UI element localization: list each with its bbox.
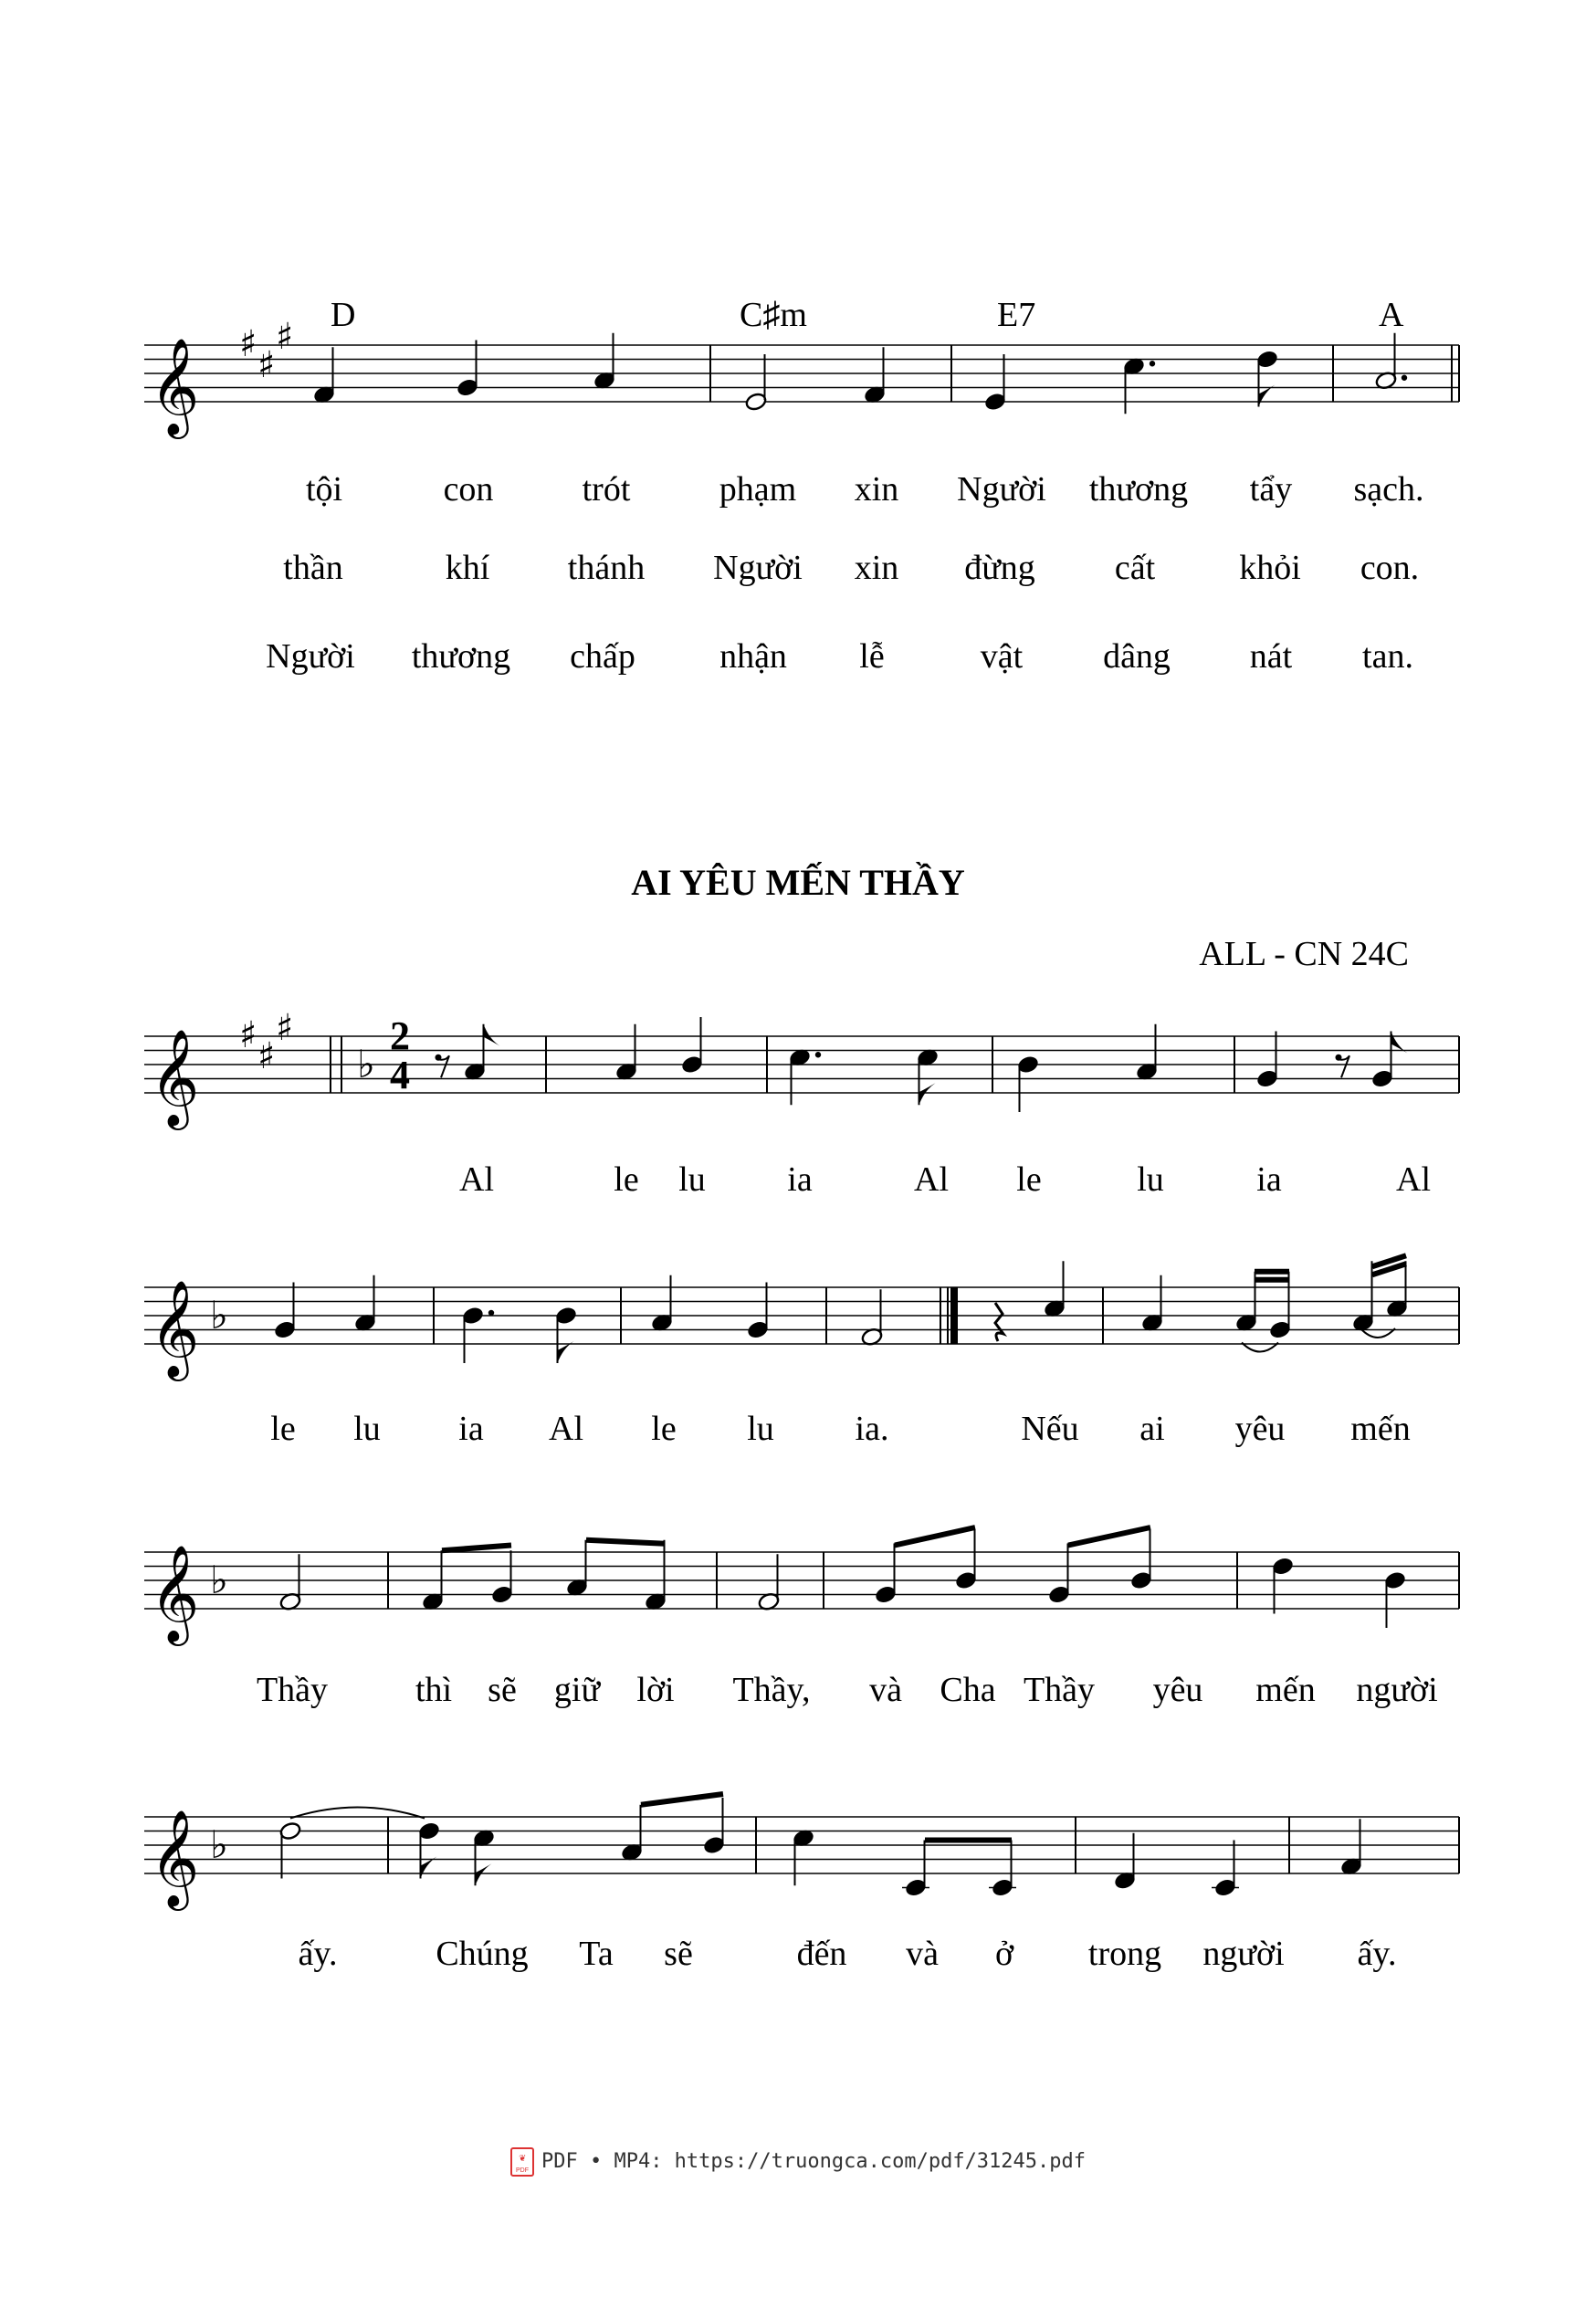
lyric-syllable: nhận bbox=[719, 637, 787, 676]
key-signature-flat: ♭ bbox=[210, 1822, 228, 1867]
lyric-syllable: yêu bbox=[1234, 1410, 1286, 1448]
lyric-syllable: sẽ bbox=[488, 1671, 517, 1709]
lyric-syllable: con. bbox=[1360, 549, 1420, 587]
lyric-syllable: le bbox=[1016, 1160, 1042, 1199]
bar-line bbox=[950, 1287, 958, 1344]
chord-symbol: D bbox=[331, 296, 356, 334]
lyric-syllable: le bbox=[614, 1160, 639, 1199]
note-dot bbox=[1150, 361, 1155, 366]
treble-clef: 𝄞 bbox=[150, 337, 200, 435]
lyric-syllable: Chúng bbox=[436, 1935, 529, 1973]
lyric-syllable: con bbox=[443, 470, 494, 509]
note-dot bbox=[815, 1052, 821, 1057]
lyric-syllable: yêu bbox=[1152, 1671, 1203, 1709]
lyric-syllable: cất bbox=[1114, 549, 1156, 587]
note-flag bbox=[484, 1024, 500, 1046]
lyric-syllable: Người bbox=[266, 637, 355, 676]
key-signature-sharp: ♯ bbox=[257, 1035, 276, 1077]
lyric-syllable: Người bbox=[713, 549, 803, 587]
lyric-syllable: mến bbox=[1350, 1410, 1411, 1448]
lyric-syllable: mến bbox=[1255, 1671, 1316, 1709]
lyric-syllable: lu bbox=[747, 1410, 774, 1448]
lyric-syllable: lễ bbox=[859, 637, 885, 676]
lyric-syllable: le bbox=[270, 1410, 296, 1448]
lyric-syllable: và bbox=[869, 1671, 902, 1709]
note-beam bbox=[442, 1546, 511, 1551]
chord-symbol: C♯m bbox=[740, 296, 807, 334]
treble-clef: 𝄞 bbox=[150, 1544, 200, 1642]
lyric-syllable: thần bbox=[283, 549, 343, 587]
lyric-syllable: ia. bbox=[855, 1410, 889, 1448]
lyric-syllable: lu bbox=[678, 1160, 706, 1199]
chord-symbol: A bbox=[1379, 296, 1404, 334]
song-title: AI YÊU MẾN THẦY bbox=[631, 862, 965, 903]
lyric-syllable: ia bbox=[458, 1410, 484, 1448]
key-signature-sharp: ♯ bbox=[257, 344, 276, 386]
lyric-syllable: ở bbox=[994, 1935, 1014, 1973]
chord-symbol: E7 bbox=[997, 296, 1036, 334]
note-dot bbox=[488, 1310, 494, 1316]
lyric-syllable: dâng bbox=[1103, 637, 1171, 676]
eighth-rest bbox=[438, 1055, 449, 1077]
lyric-syllable: ai bbox=[1139, 1410, 1165, 1448]
lyric-syllable: Ta bbox=[579, 1935, 614, 1973]
lyric-syllable: và bbox=[906, 1935, 939, 1973]
lyric-syllable: le bbox=[651, 1410, 677, 1448]
note-flag bbox=[476, 1863, 492, 1885]
lyric-syllable: sẽ bbox=[664, 1935, 693, 1973]
time-signature-bottom: 4 bbox=[390, 1053, 410, 1097]
lyric-syllable: tan. bbox=[1362, 637, 1413, 676]
note-beam bbox=[895, 1527, 975, 1546]
lyric-syllable: đến bbox=[796, 1935, 847, 1973]
lyric-syllable: thánh bbox=[567, 549, 646, 587]
lyric-syllable: khỏi bbox=[1239, 549, 1301, 587]
pdf-file-icon bbox=[510, 2147, 534, 2177]
footer bbox=[0, 2147, 1596, 2177]
note-flag bbox=[919, 1083, 936, 1105]
key-signature-sharp: ♯ bbox=[276, 316, 294, 358]
lyric-syllable: xin bbox=[854, 549, 899, 587]
lyric-syllable: thương bbox=[1088, 470, 1189, 509]
lyric-syllable: trót bbox=[582, 470, 631, 509]
footer-link[interactable]: PDF • MP4: https://truongca.com/pdf/31245.pdf bbox=[541, 2150, 1087, 2173]
note-dot bbox=[1402, 375, 1407, 381]
lyric-syllable: ia bbox=[787, 1160, 813, 1199]
treble-clef: 𝄞 bbox=[150, 1809, 200, 1906]
lyric-syllable: Thầy bbox=[256, 1671, 329, 1709]
lyric-syllable: chấp bbox=[570, 637, 635, 676]
lyric-syllable: thương bbox=[411, 637, 511, 676]
note-beam bbox=[1068, 1527, 1150, 1546]
treble-clef: 𝄞 bbox=[150, 1028, 200, 1126]
eighth-rest bbox=[1339, 1055, 1349, 1077]
note-beam bbox=[586, 1540, 665, 1544]
lyric-syllable: trong bbox=[1087, 1935, 1162, 1973]
lyric-syllable: đừng bbox=[964, 549, 1035, 587]
lyric-syllable: vật bbox=[980, 637, 1024, 676]
lyric-syllable: Cha bbox=[940, 1671, 996, 1709]
lyric-syllable: khí bbox=[445, 549, 490, 587]
lyric-syllable: Al bbox=[914, 1160, 949, 1199]
lyric-syllable: phạm bbox=[719, 470, 797, 509]
lyric-syllable: xin bbox=[854, 470, 899, 509]
key-signature-sharp: ♯ bbox=[276, 1007, 294, 1049]
lyric-syllable: thì bbox=[415, 1671, 453, 1709]
lyric-syllable: người bbox=[1356, 1671, 1438, 1709]
song-subtitle: ALL - CN 24C bbox=[1199, 935, 1409, 973]
lyric-syllable: người bbox=[1202, 1935, 1285, 1973]
key-signature-flat: ♭ bbox=[210, 1558, 228, 1602]
quarter-rest bbox=[995, 1303, 1003, 1341]
lyric-syllable: ấy. bbox=[1357, 1935, 1397, 1973]
lyric-syllable: lu bbox=[1137, 1160, 1164, 1199]
treble-clef: 𝄞 bbox=[150, 1279, 200, 1377]
lyric-syllable: Người bbox=[957, 470, 1046, 509]
note-beam bbox=[641, 1794, 723, 1805]
time-signature-top: 2 bbox=[390, 1013, 410, 1058]
lyric-syllable: Thầy bbox=[1023, 1671, 1096, 1709]
key-signature-flat: ♭ bbox=[357, 1042, 375, 1086]
lyric-syllable: ia bbox=[1256, 1160, 1282, 1199]
lyric-syllable: ấy. bbox=[298, 1935, 338, 1973]
key-signature-sharp: ♯ bbox=[239, 323, 257, 365]
key-signature-flat: ♭ bbox=[210, 1293, 228, 1338]
lyric-syllable: Thầy, bbox=[732, 1671, 811, 1709]
lyric-syllable: Al bbox=[1396, 1160, 1431, 1199]
lyric-syllable: Al bbox=[549, 1410, 583, 1448]
lyric-syllable: lời bbox=[636, 1671, 675, 1709]
lyric-syllable: sạch. bbox=[1353, 470, 1424, 509]
key-signature-sharp: ♯ bbox=[239, 1014, 257, 1056]
lyric-syllable: nát bbox=[1249, 637, 1293, 676]
lyric-syllable: tội bbox=[305, 470, 343, 509]
lyric-syllable: giữ bbox=[553, 1671, 601, 1709]
lyric-syllable: Nếu bbox=[1021, 1410, 1079, 1448]
lyric-syllable: lu bbox=[353, 1410, 381, 1448]
lyric-syllable: Al bbox=[459, 1160, 494, 1199]
lyric-syllable: tẩy bbox=[1249, 470, 1293, 509]
